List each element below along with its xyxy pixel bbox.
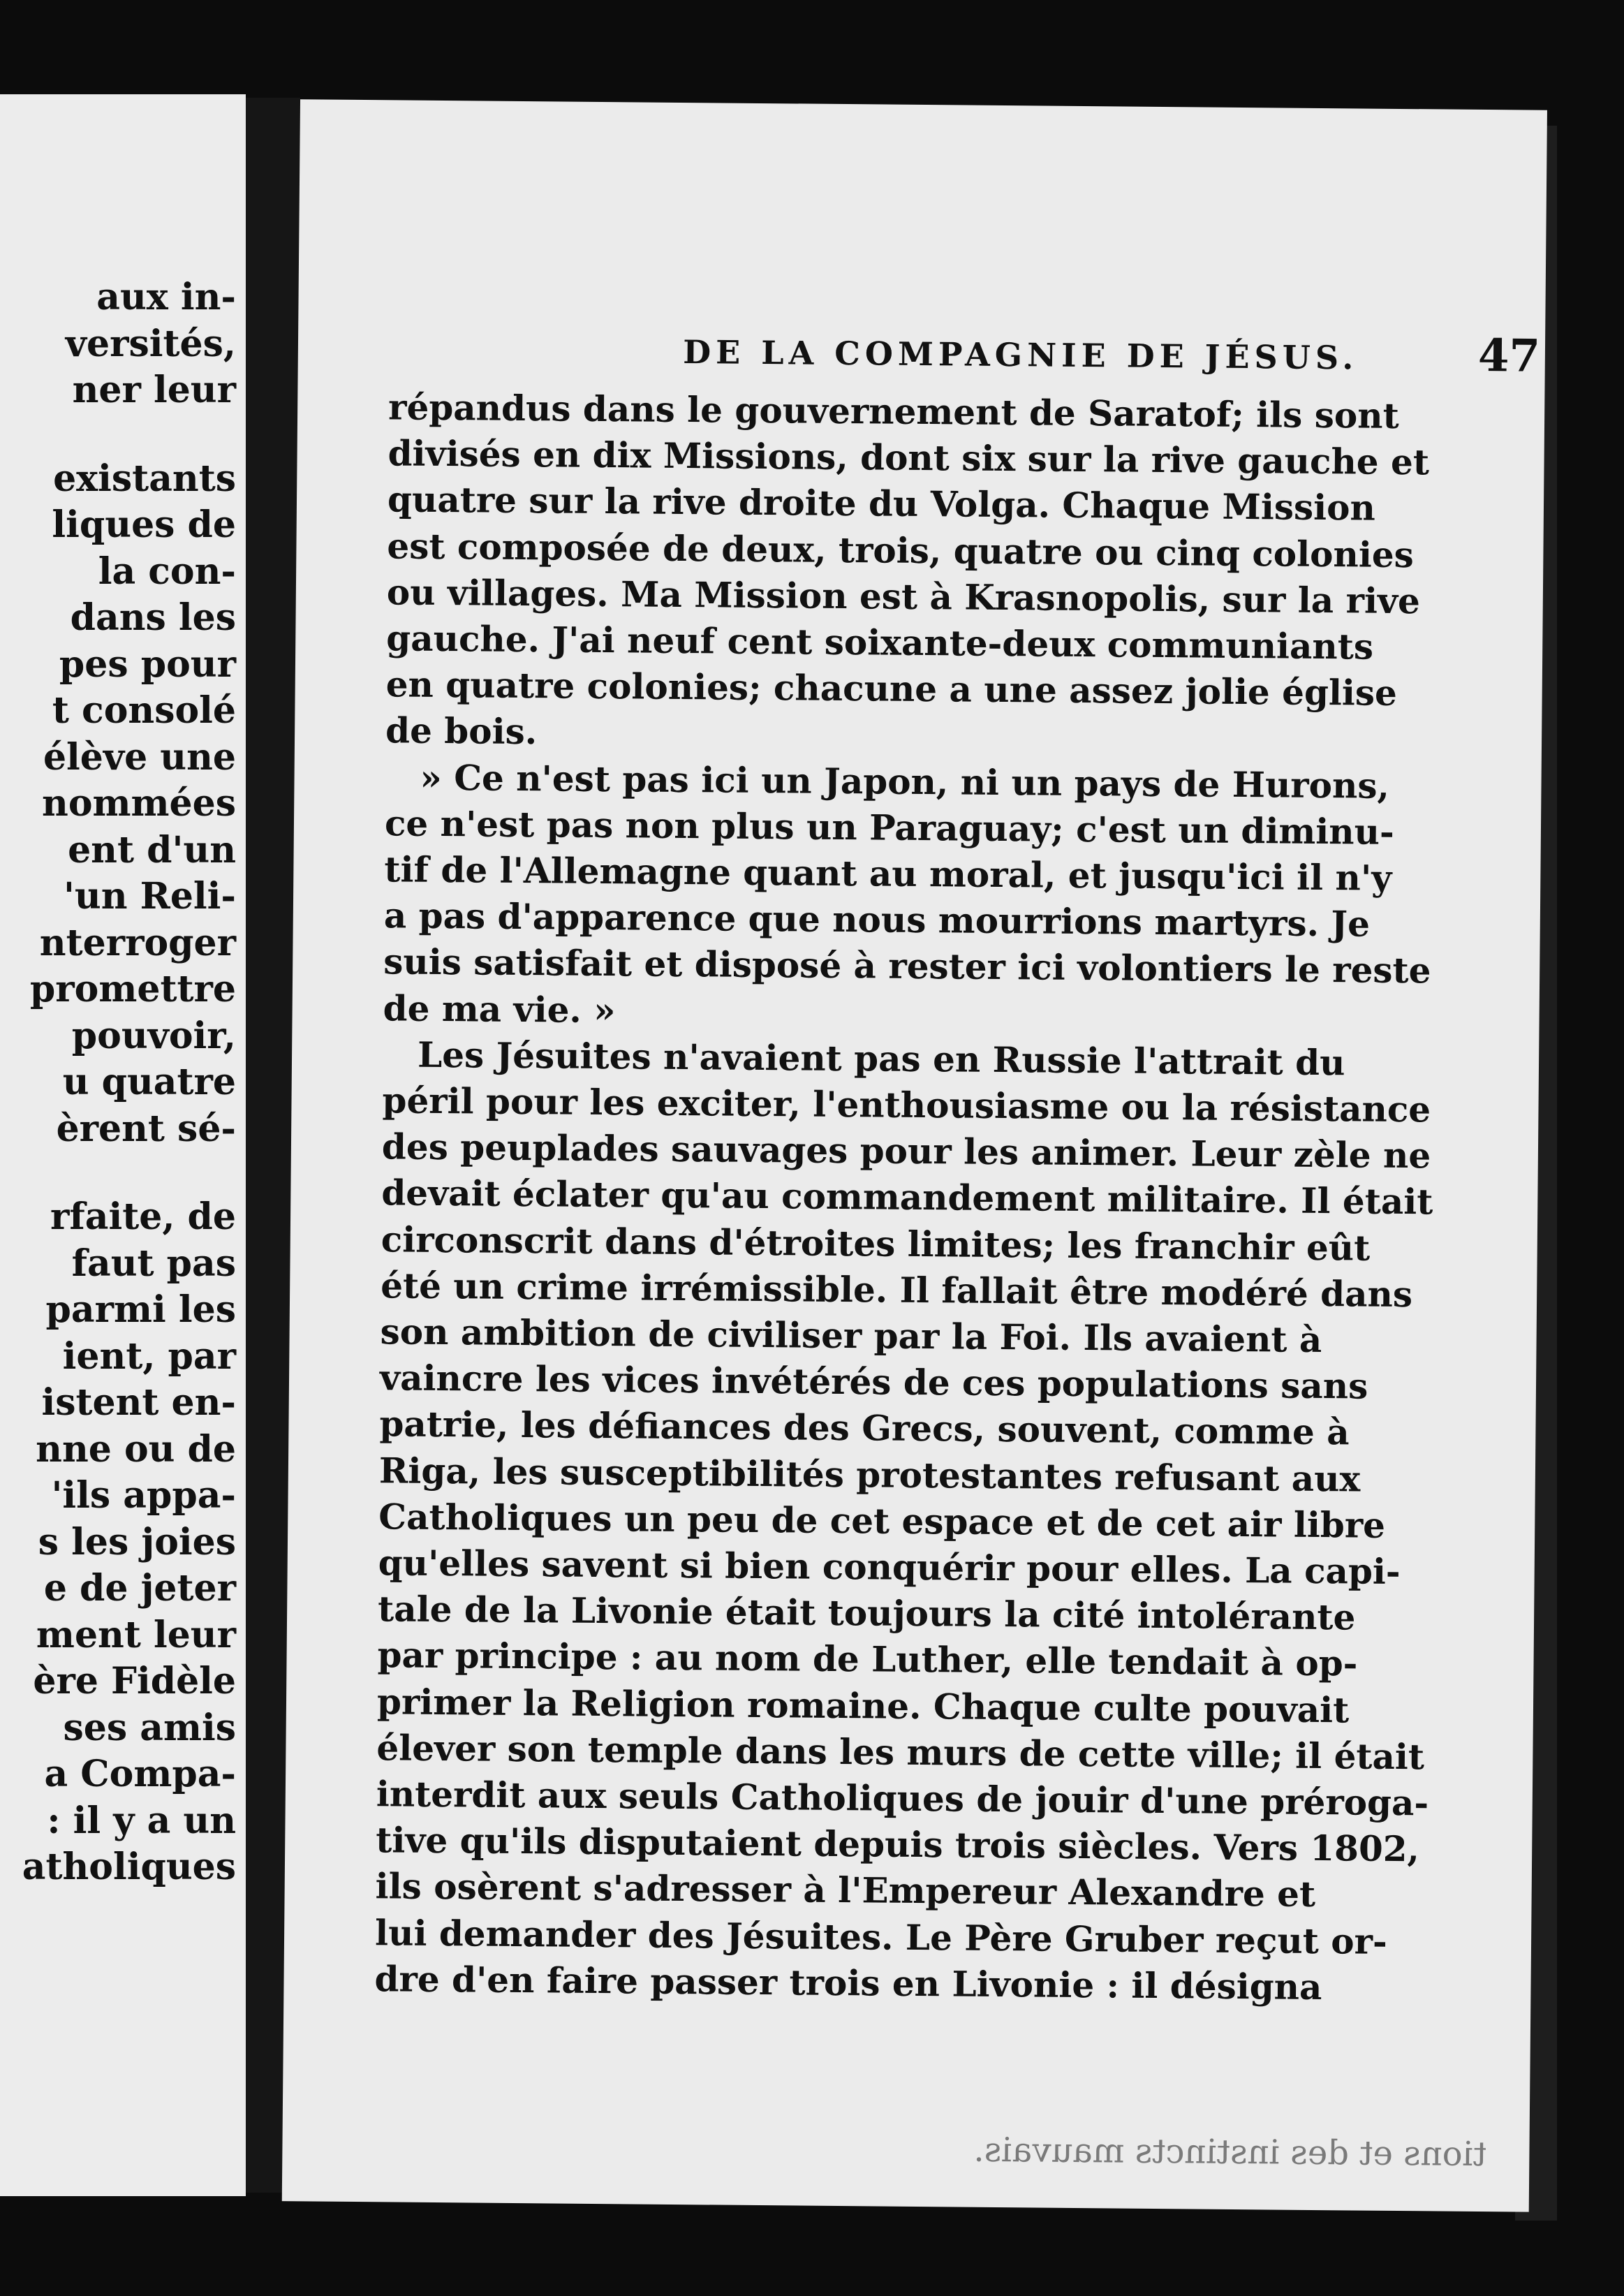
text-line: ils osèrent s'adresser à l'Empereur Alexandre et bbox=[375, 1865, 1316, 1915]
text-line: suis satisfait et disposé à rester ici volontiers le reste bbox=[383, 941, 1431, 992]
text-line: gauche. J'ai neuf cent soixante-deux communiants bbox=[386, 617, 1374, 668]
book-page bbox=[282, 99, 1547, 2212]
page-number: 47 bbox=[1477, 329, 1541, 383]
left-page-line: nterroger bbox=[39, 921, 236, 964]
left-page-line: aux in- bbox=[96, 276, 236, 318]
previous-page-fragment bbox=[0, 94, 246, 2196]
left-page-line: parmi les bbox=[45, 1288, 236, 1331]
left-page-line: ère Fidèle bbox=[33, 1660, 236, 1702]
left-page-line: élève une bbox=[43, 735, 236, 779]
text-line: été un crime irrémissible. Il fallait être modéré dans bbox=[380, 1265, 1413, 1315]
left-page-line: a Compa- bbox=[44, 1753, 236, 1795]
left-page-line: atholiques bbox=[22, 1846, 236, 1888]
left-page-line: èrent sé- bbox=[56, 1107, 236, 1150]
left-page-line: promettre bbox=[29, 968, 236, 1010]
left-page-line: ment leur bbox=[36, 1613, 236, 1656]
text-line: des peuplades sauvages pour les animer. Leur zèle ne bbox=[381, 1126, 1431, 1177]
left-page-line: nommées bbox=[42, 782, 236, 825]
text-line: élever son temple dans les murs de cette ville; il était bbox=[376, 1727, 1425, 1778]
text-line: tif de l'Allemagne quant au moral, et jusqu'ici il n'y bbox=[384, 848, 1392, 899]
left-page-line: 'un Reli- bbox=[63, 875, 236, 918]
text-line: répandus dans le gouvernement de Saratof; ils sont bbox=[387, 386, 1399, 436]
left-page-line: t consolé bbox=[52, 689, 236, 732]
text-line: divisés en dix Missions, dont six sur la rive gauche et bbox=[387, 432, 1430, 483]
text-line: devait éclater qu'au commandement militaire. Il était bbox=[381, 1172, 1433, 1223]
show-through-text: tions et des instincts mauvais. bbox=[973, 2130, 1487, 2174]
text-line: son ambition de civiliser par la Foi. Ils avaient à bbox=[380, 1311, 1322, 1361]
text-line: tale de la Livonie était toujours la cité intolérante bbox=[377, 1588, 1356, 1638]
text-line: quatre sur la rive droite du Volga. Chaque Mission bbox=[387, 478, 1376, 529]
left-page-line: dans les bbox=[70, 596, 236, 639]
text-line: Riga, les susceptibilités protestantes refusant aux bbox=[378, 1449, 1361, 1500]
text-line: vaincre les vices invétérés de ces populations sans bbox=[379, 1357, 1368, 1407]
text-line: ou villages. Ma Mission est à Krasnopolis, sur la rive bbox=[386, 571, 1421, 622]
text-line: dre d'en faire passer trois en Livonie : il désigna bbox=[374, 1958, 1322, 2008]
left-page-line: ient, par bbox=[62, 1334, 236, 1378]
left-page-line: existants bbox=[53, 457, 236, 500]
text-line: primer la Religion romaine. Chaque culte pouvait bbox=[376, 1680, 1350, 1730]
text-line: tive qu'ils disputaient depuis trois siècles. Vers 1802, bbox=[376, 1819, 1420, 1870]
left-page-line: 'ils appa- bbox=[51, 1474, 236, 1517]
left-page-line: ses amis bbox=[63, 1706, 236, 1749]
left-page-line: ner leur bbox=[72, 369, 236, 411]
text-line: ce n'est pas non plus un Paraguay; c'est un diminu- bbox=[384, 802, 1395, 853]
text-line: interdit aux seuls Catholiques de jouir d'une préroga- bbox=[376, 1773, 1429, 1824]
left-page-line: rfaite, de bbox=[50, 1195, 236, 1238]
left-page-line: pes pour bbox=[59, 642, 236, 686]
text-line: par principe : au nom de Luther, elle tendait à op- bbox=[377, 1634, 1358, 1684]
text-line: péril pour les exciter, l'enthousiasme ou la résistance bbox=[382, 1080, 1431, 1131]
text-line: » Ce n'est pas ici un Japon, ni un pays de Hurons, bbox=[420, 756, 1390, 807]
left-page-line: faut pas bbox=[71, 1242, 236, 1285]
left-page-line: e de jeter bbox=[43, 1567, 236, 1610]
left-page-line: istent en- bbox=[41, 1381, 236, 1424]
text-line: Les Jésuites n'avaient pas en Russie l'attrait du bbox=[417, 1033, 1345, 1084]
running-header: DE LA COMPAGNIE DE JÉSUS. bbox=[683, 333, 1359, 377]
text-line: lui demander des Jésuites. Le Père Gruber reçut or- bbox=[374, 1911, 1388, 1962]
text-line: circonscrit dans d'étroites limites; les franchir eût bbox=[381, 1218, 1371, 1269]
text-line: patrie, les défiances des Grecs, souvent, comme à bbox=[379, 1403, 1350, 1453]
text-line: qu'elles savent si bien conquérir pour elles. La capi- bbox=[378, 1542, 1401, 1593]
text-line: en quatre colonies; chacune a une assez jolie église bbox=[385, 663, 1398, 714]
left-page-line: u quatre bbox=[62, 1061, 236, 1103]
left-page-line: nne ou de bbox=[36, 1427, 236, 1471]
left-page-line: liques de bbox=[52, 503, 236, 546]
body-text bbox=[374, 386, 1433, 2008]
left-page-line: versités, bbox=[65, 322, 236, 365]
left-page-line: pouvoir, bbox=[71, 1014, 236, 1057]
left-page-line: : il y a un bbox=[47, 1799, 236, 1842]
left-page-line: ent d'un bbox=[68, 828, 236, 871]
text-line: Catholiques un peu de cet espace et de cet air libre bbox=[378, 1496, 1386, 1546]
left-page-line: s les joies bbox=[38, 1520, 236, 1563]
text-line: de ma vie. » bbox=[383, 987, 616, 1031]
text-line: a pas d'apparence que nous mourrions martyrs. Je bbox=[383, 895, 1371, 945]
text-line: de bois. bbox=[385, 709, 538, 753]
text-line: est composée de deux, trois, quatre ou cinq colonies bbox=[387, 524, 1415, 575]
left-page-line: la con- bbox=[98, 550, 236, 593]
